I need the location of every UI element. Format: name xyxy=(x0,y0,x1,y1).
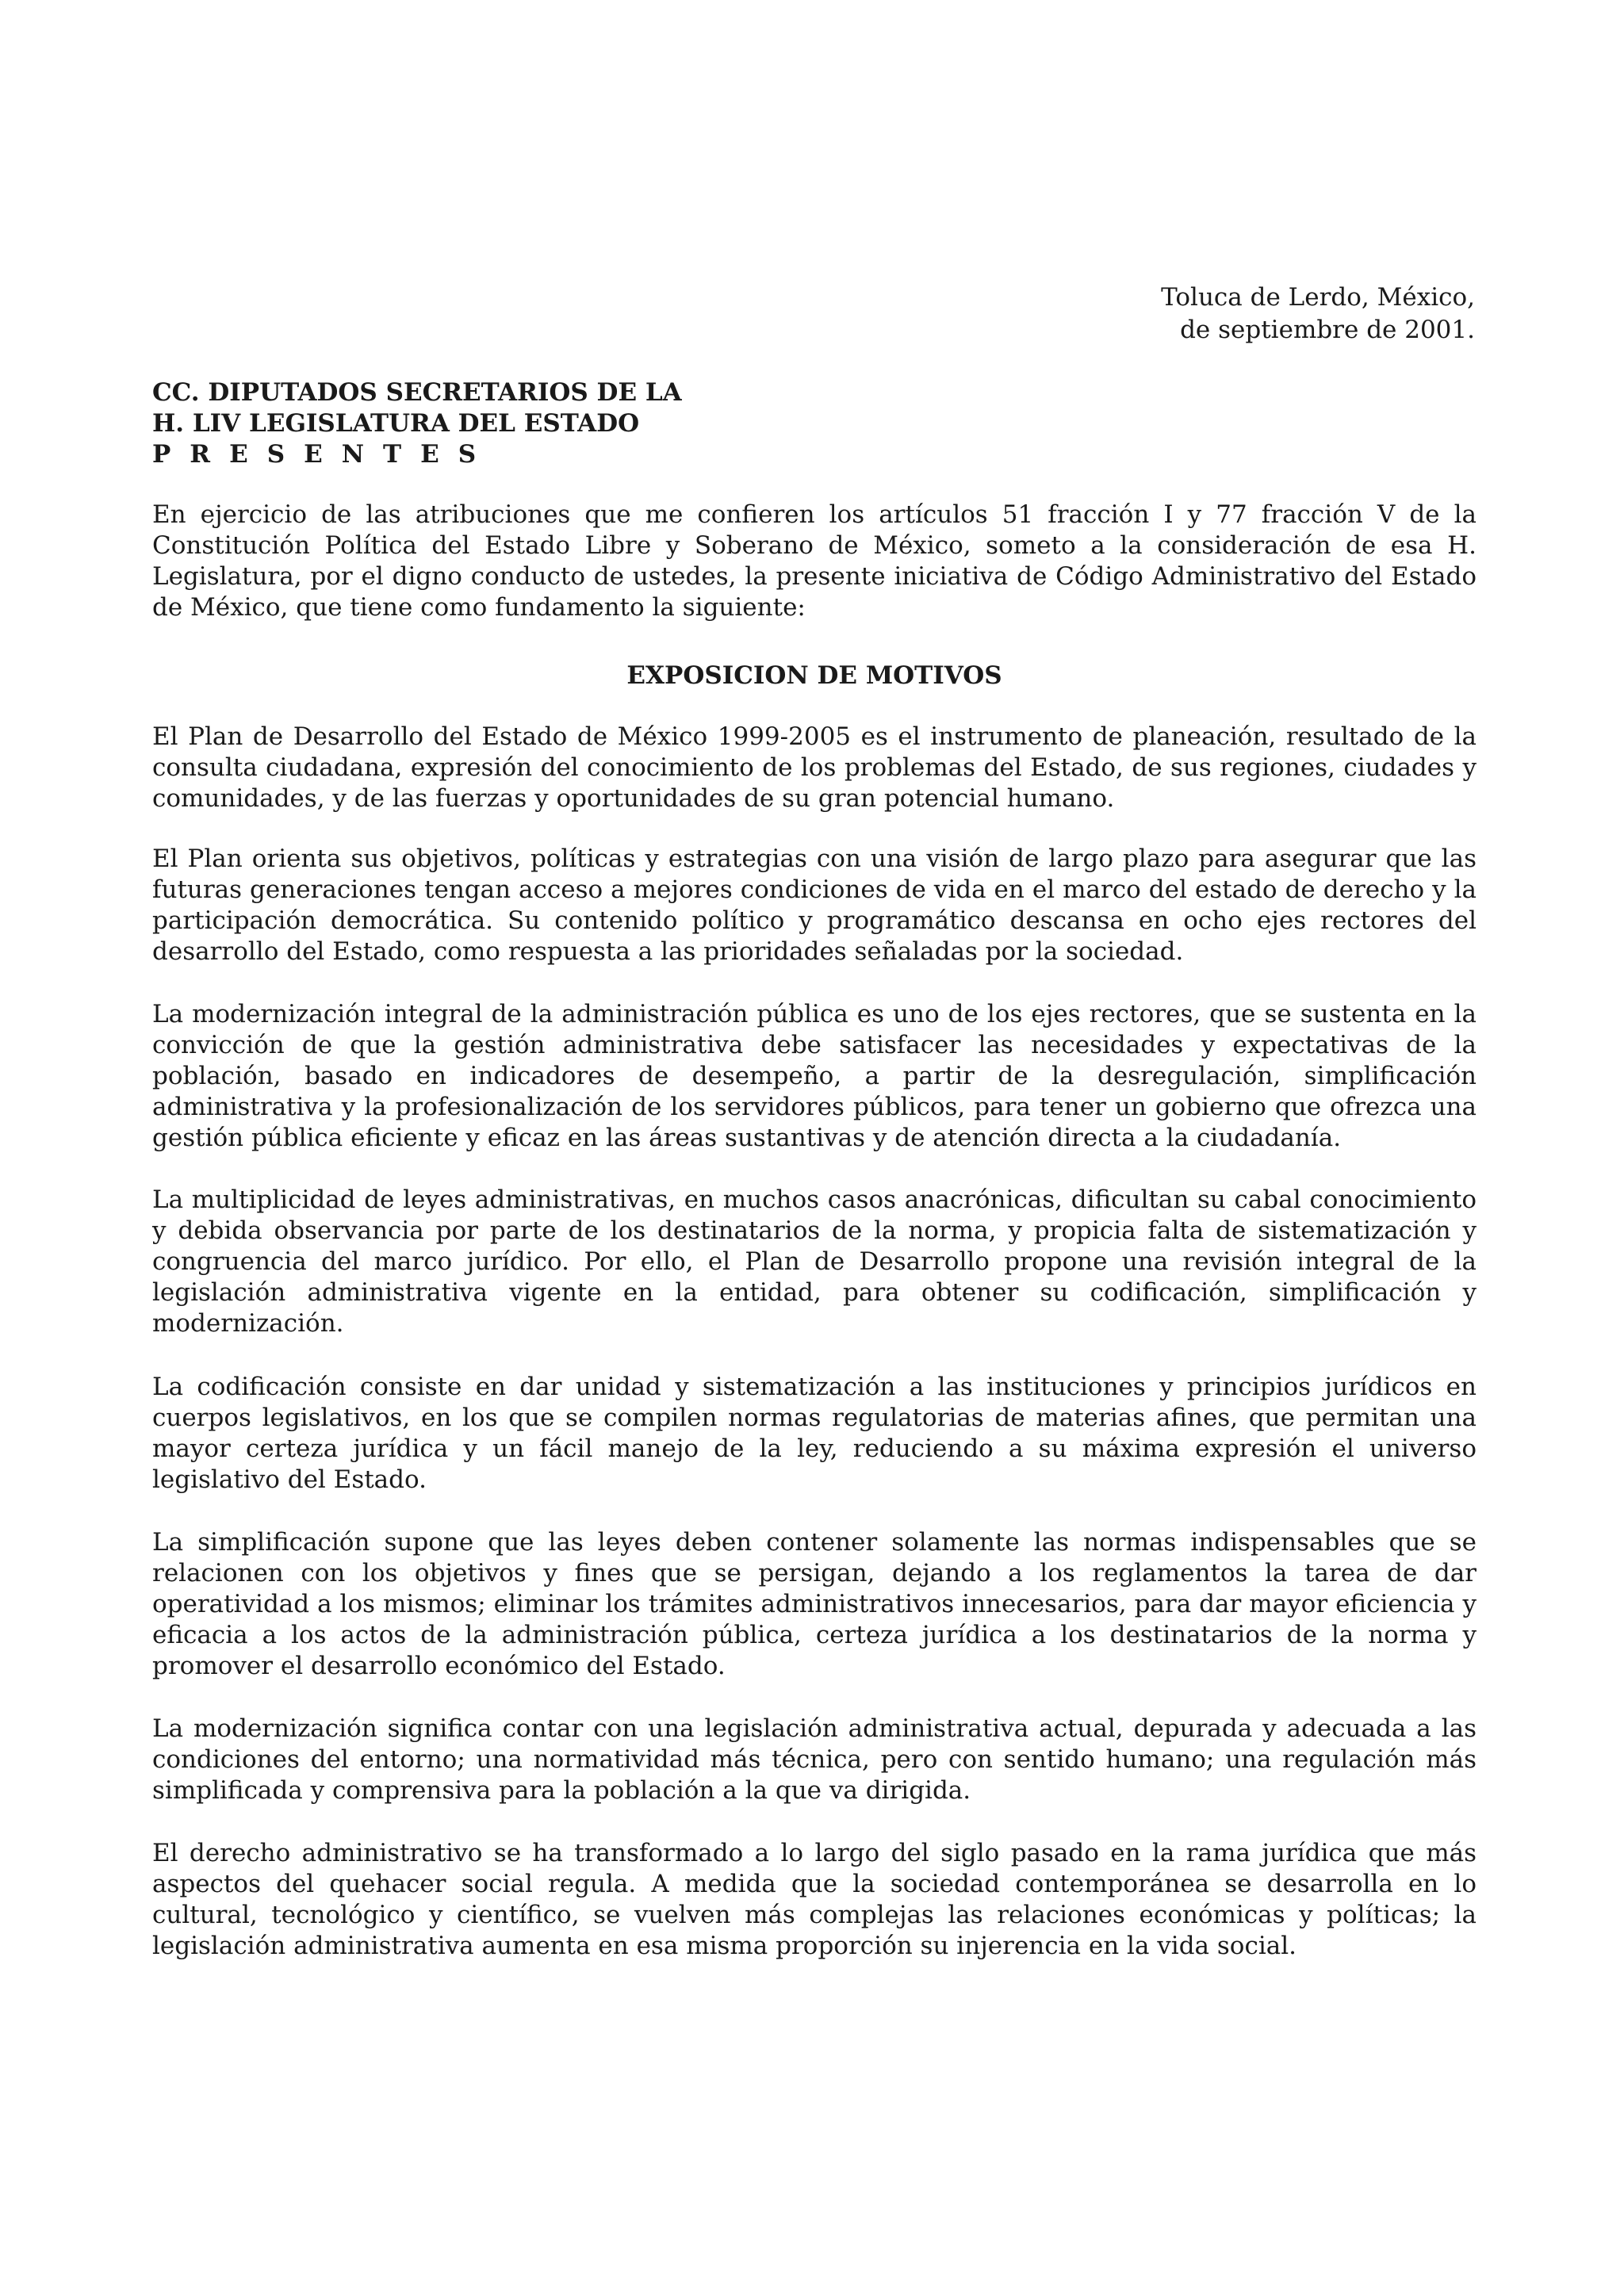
paragraph-4: La multiplicidad de leyes administrativas, en muchos casos anacrónicas, dificultan su cabal conocimiento y debida observancia por parte de los destinatarios de la norma, y propicia falta de sistematización y congruencia del marco jurídico. Por ello, el Plan de Desarrollo propone una revisión integral de la legislación administrativa vigente en la entidad, para obtener su codificación, simplificación y modernización. xyxy=(152,1185,1477,1338)
place-line: Toluca de Lerdo, México, xyxy=(1161,283,1475,312)
addressee-block xyxy=(152,377,682,470)
paragraph-7: La modernización significa contar con una legislación administrativa actual, depurada y adecuada a las condiciones del entorno; una normatividad más técnica, pero con sentido humano; una regulación más simplificada y comprensiva para la población a la que va dirigida. xyxy=(152,1714,1477,1805)
addressee-line-2: H. LIV LEGISLATURA DEL ESTADO xyxy=(152,409,640,438)
section-heading: EXPOSICION DE MOTIVOS xyxy=(626,661,1002,690)
date-line: de septiembre de 2001. xyxy=(1180,316,1475,344)
place-date-block xyxy=(1161,281,1475,347)
paragraph-1: El Plan de Desarrollo del Estado de México 1999-2005 es el instrumento de planeación, resultado de la consulta ciudadana, expresión del conocimiento de los problemas del Estado, de sus regiones, ciudades y comunidades, y de las fuerzas y oportunidades de su gran potencial humano. xyxy=(152,722,1477,813)
paragraph-8: El derecho administrativo se ha transformado a lo largo del siglo pasado en la rama jurídica que más aspectos del quehacer social regula. A medida que la sociedad contemporánea se desarrolla en lo cultural, tecnológico y científico, se vuelven más complejas las relaciones económicas y políticas; la legislación administrativa aumenta en esa misma proporción su injerencia en la vida social. xyxy=(152,1839,1477,1960)
paragraph-6: La simplificación supone que las leyes deben contener solamente las normas indispensables que se relacionen con los objetivos y fines que se persigan, dejando a los reglamentos la tarea de dar operatividad a los mismos; eliminar los trámites administrativos innecesarios, para dar mayor eficiencia y eficacia a los actos de la administración pública, certeza jurídica a los destinatarios de la norma y promover el desarrollo económico del Estado. xyxy=(152,1528,1477,1680)
paragraph-2: El Plan orienta sus objetivos, políticas y estrategias con una visión de largo plazo para asegurar que las futuras generaciones tengan acceso a mejores condiciones de vida en el marco del estado de derecho y la participación democrática. Su contenido político y programático descansa en ocho ejes rectores del desarrollo del Estado, como respuesta a las prioridades señaladas por la sociedad. xyxy=(152,844,1477,966)
addressee-line-3: PRESENTES xyxy=(152,440,496,469)
addressee-line-1: CC. DIPUTADOS SECRETARIOS DE LA xyxy=(152,378,682,407)
paragraph-5: La codificación consiste en dar unidad y sistematización a las instituciones y principios jurídicos en cuerpos legislativos, en los que se compilen normas regulatorias de materias afines, que permitan una mayor certeza jurídica y un fácil manejo de la ley, reduciendo a su máxima expresión el universo legislativo del Estado. xyxy=(152,1373,1477,1494)
intro-paragraph: En ejercicio de las atribuciones que me confieren los artículos 51 fracción I y 77 fracción V de la Constitución Política del Estado Libre y Soberano de México, someto a la consideración de esa H. Legislatura, por el digno conducto de ustedes, la presente iniciativa de Código Administrativo del Estado de México, que tiene como fundamento la siguiente: xyxy=(152,500,1477,622)
paragraph-3: La modernización integral de la administración pública es uno de los ejes rectores, que se sustenta en la convicción de que la gestión administrativa debe satisfacer las necesidades y expectativas de la población, basado en indicadores de desempeño, a partir de la desregulación, simplificación administrativa y la profesionalización de los servidores públicos, para tener un gobierno que ofrezca una gestión pública eficiente y eficaz en las áreas sustantivas y de atención directa a la ciudadanía. xyxy=(152,1000,1477,1152)
